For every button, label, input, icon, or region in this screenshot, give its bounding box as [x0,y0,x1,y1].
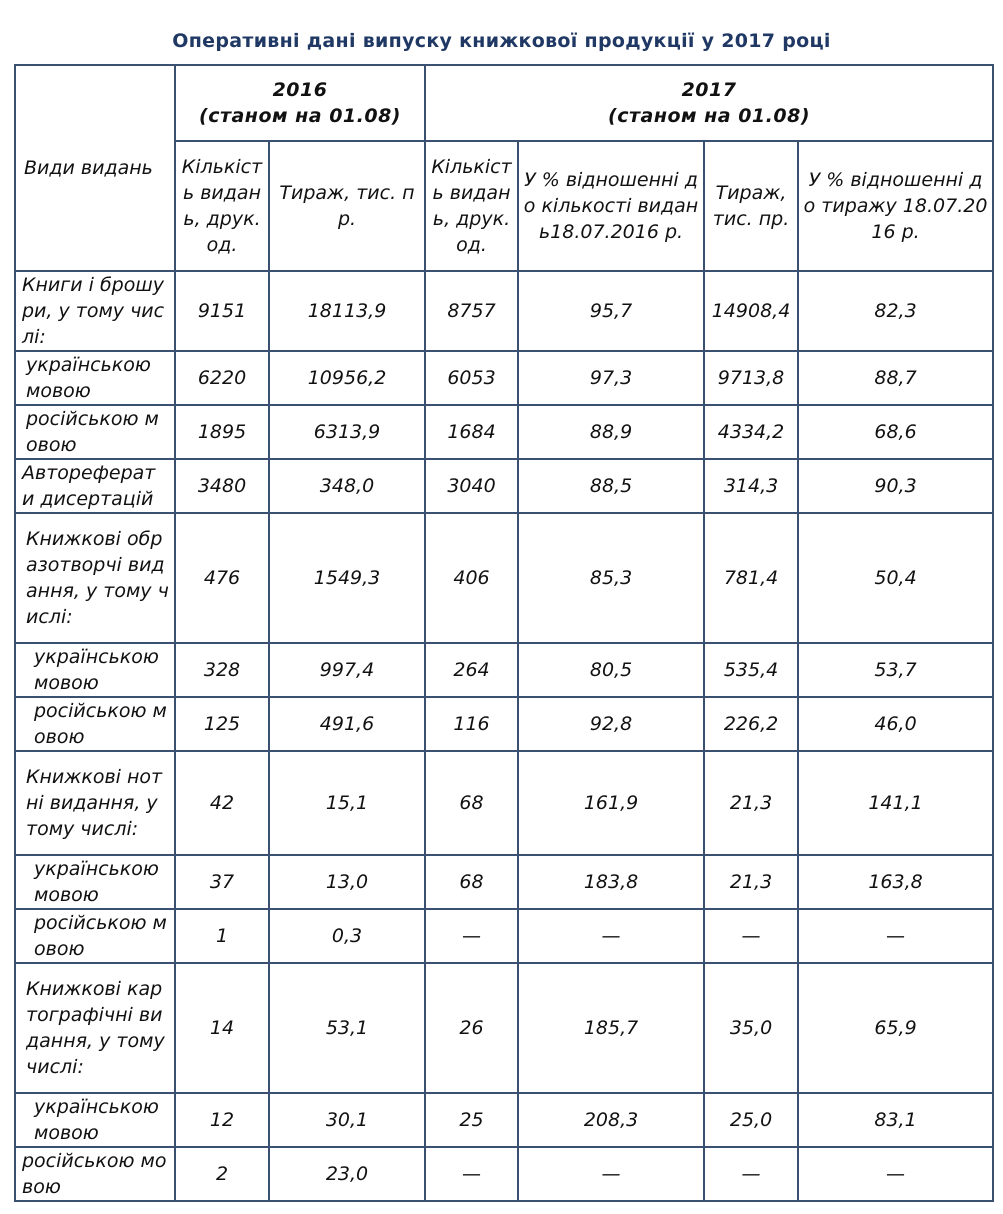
cell-count-pct: 88,9 [518,405,704,459]
table-row [15,697,993,751]
table-row [15,513,993,643]
cell-circulation-2017: 314,3 [704,459,798,513]
row-label: російською мовою [15,405,175,459]
cell-circulation-pct: 68,6 [798,405,993,459]
cell-count-2017: 8757 [425,271,518,351]
header-year-2016: 2016 (станом на 01.08) [175,65,425,141]
cell-count-2016: 3480 [175,459,269,513]
cell-count-pct: 80,5 [518,643,704,697]
table-row [15,909,993,963]
cell-circulation-2017: 535,4 [704,643,798,697]
cell-count-2017: 68 [425,751,518,855]
cell-count-pct: — [518,909,704,963]
cell-count-2016: 1895 [175,405,269,459]
row-label: Книжкові нотні видання, у тому числі: [15,751,175,855]
table-row [15,855,993,909]
cell-circulation-2017: — [704,909,798,963]
cell-count-2016: 1 [175,909,269,963]
cell-circulation-2016: 13,0 [269,855,425,909]
cell-circulation-2016: 6313,9 [269,405,425,459]
header-circulation-pct: У % відношенні до тиражу 18.07.2016 р. [798,141,993,271]
cell-count-2016: 125 [175,697,269,751]
cell-count-2016: 6220 [175,351,269,405]
cell-count-2017: 6053 [425,351,518,405]
cell-count-2016: 2 [175,1147,269,1201]
cell-circulation-2016: 53,1 [269,963,425,1093]
header-circulation-2016: Тираж, тис. п р. [269,141,425,271]
cell-circulation-2016: 491,6 [269,697,425,751]
row-label: українською мовою [15,1093,175,1147]
publications-table [14,64,994,1202]
cell-circulation-2017: 226,2 [704,697,798,751]
row-label: Книжкові картографічні видання, у тому числі: [15,963,175,1093]
cell-count-2017: 25 [425,1093,518,1147]
cell-circulation-pct: 163,8 [798,855,993,909]
cell-count-pct: 88,5 [518,459,704,513]
cell-count-2017: 3040 [425,459,518,513]
row-label: Книги і брошури, у тому числі: [15,271,175,351]
cell-circulation-pct: 53,7 [798,643,993,697]
cell-circulation-2017: — [704,1147,798,1201]
header-count-2016: Кількість видань, друк. од. [175,141,269,271]
cell-circulation-2016: 30,1 [269,1093,425,1147]
cell-count-pct: — [518,1147,704,1201]
cell-count-2016: 42 [175,751,269,855]
cell-circulation-pct: 83,1 [798,1093,993,1147]
cell-count-2017: 116 [425,697,518,751]
cell-circulation-pct: — [798,909,993,963]
header-count-pct: У % відношенні до кількості видань18.07.2016 р. [518,141,704,271]
cell-count-2016: 14 [175,963,269,1093]
cell-count-2017: — [425,1147,518,1201]
cell-circulation-2016: 997,4 [269,643,425,697]
cell-count-2016: 12 [175,1093,269,1147]
cell-count-2017: 406 [425,513,518,643]
row-label: українською мовою [15,351,175,405]
cell-circulation-2017: 9713,8 [704,351,798,405]
cell-count-2016: 9151 [175,271,269,351]
table-row [15,271,993,351]
cell-count-2017: — [425,909,518,963]
cell-circulation-2017: 781,4 [704,513,798,643]
table-row [15,1093,993,1147]
table-row [15,1147,993,1201]
cell-count-2017: 1684 [425,405,518,459]
cell-circulation-pct: 65,9 [798,963,993,1093]
cell-circulation-2017: 21,3 [704,855,798,909]
table-row [15,459,993,513]
header-types: Види видань [15,65,175,271]
table-row [15,405,993,459]
header-year-2017: 2017 (станом на 01.08) [425,65,993,141]
row-label: Автореферат и дисертацій [15,459,175,513]
cell-count-pct: 92,8 [518,697,704,751]
row-label: українською мовою [15,643,175,697]
cell-circulation-2017: 35,0 [704,963,798,1093]
row-label: Книжкові образотворчі видання, у тому числі: [15,513,175,643]
row-label: українською мовою [15,855,175,909]
header-count-2017: Кількість видань, друк. од. [425,141,518,271]
cell-count-2016: 476 [175,513,269,643]
cell-count-pct: 95,7 [518,271,704,351]
cell-count-pct: 208,3 [518,1093,704,1147]
cell-circulation-2016: 1549,3 [269,513,425,643]
cell-circulation-2017: 14908,4 [704,271,798,351]
cell-circulation-2016: 18113,9 [269,271,425,351]
cell-circulation-2016: 10956,2 [269,351,425,405]
cell-count-pct: 161,9 [518,751,704,855]
table-row [15,751,993,855]
cell-count-pct: 183,8 [518,855,704,909]
cell-circulation-2017: 4334,2 [704,405,798,459]
cell-circulation-2017: 25,0 [704,1093,798,1147]
cell-count-pct: 185,7 [518,963,704,1093]
cell-circulation-pct: 141,1 [798,751,993,855]
cell-count-pct: 97,3 [518,351,704,405]
row-label: російською мовою [15,697,175,751]
cell-circulation-pct: 90,3 [798,459,993,513]
cell-circulation-pct: 82,3 [798,271,993,351]
table-row [15,963,993,1093]
cell-circulation-pct: 50,4 [798,513,993,643]
cell-count-2017: 26 [425,963,518,1093]
header-circulation-2017: Тираж, тис. пр. [704,141,798,271]
cell-count-2017: 68 [425,855,518,909]
row-label: російською мовою [15,1147,175,1201]
cell-circulation-2016: 0,3 [269,909,425,963]
page-title: Оперативні дані випуску книжкової продукції у 2017 році [172,30,831,52]
cell-circulation-pct: 46,0 [798,697,993,751]
cell-count-2017: 264 [425,643,518,697]
cell-circulation-2016: 348,0 [269,459,425,513]
cell-circulation-2016: 15,1 [269,751,425,855]
cell-count-pct: 85,3 [518,513,704,643]
cell-circulation-2017: 21,3 [704,751,798,855]
cell-count-2016: 328 [175,643,269,697]
cell-circulation-pct: 88,7 [798,351,993,405]
cell-count-2016: 37 [175,855,269,909]
row-label: російською мовою [15,909,175,963]
cell-circulation-pct: — [798,1147,993,1201]
table-row [15,643,993,697]
cell-circulation-2016: 23,0 [269,1147,425,1201]
table-row [15,351,993,405]
